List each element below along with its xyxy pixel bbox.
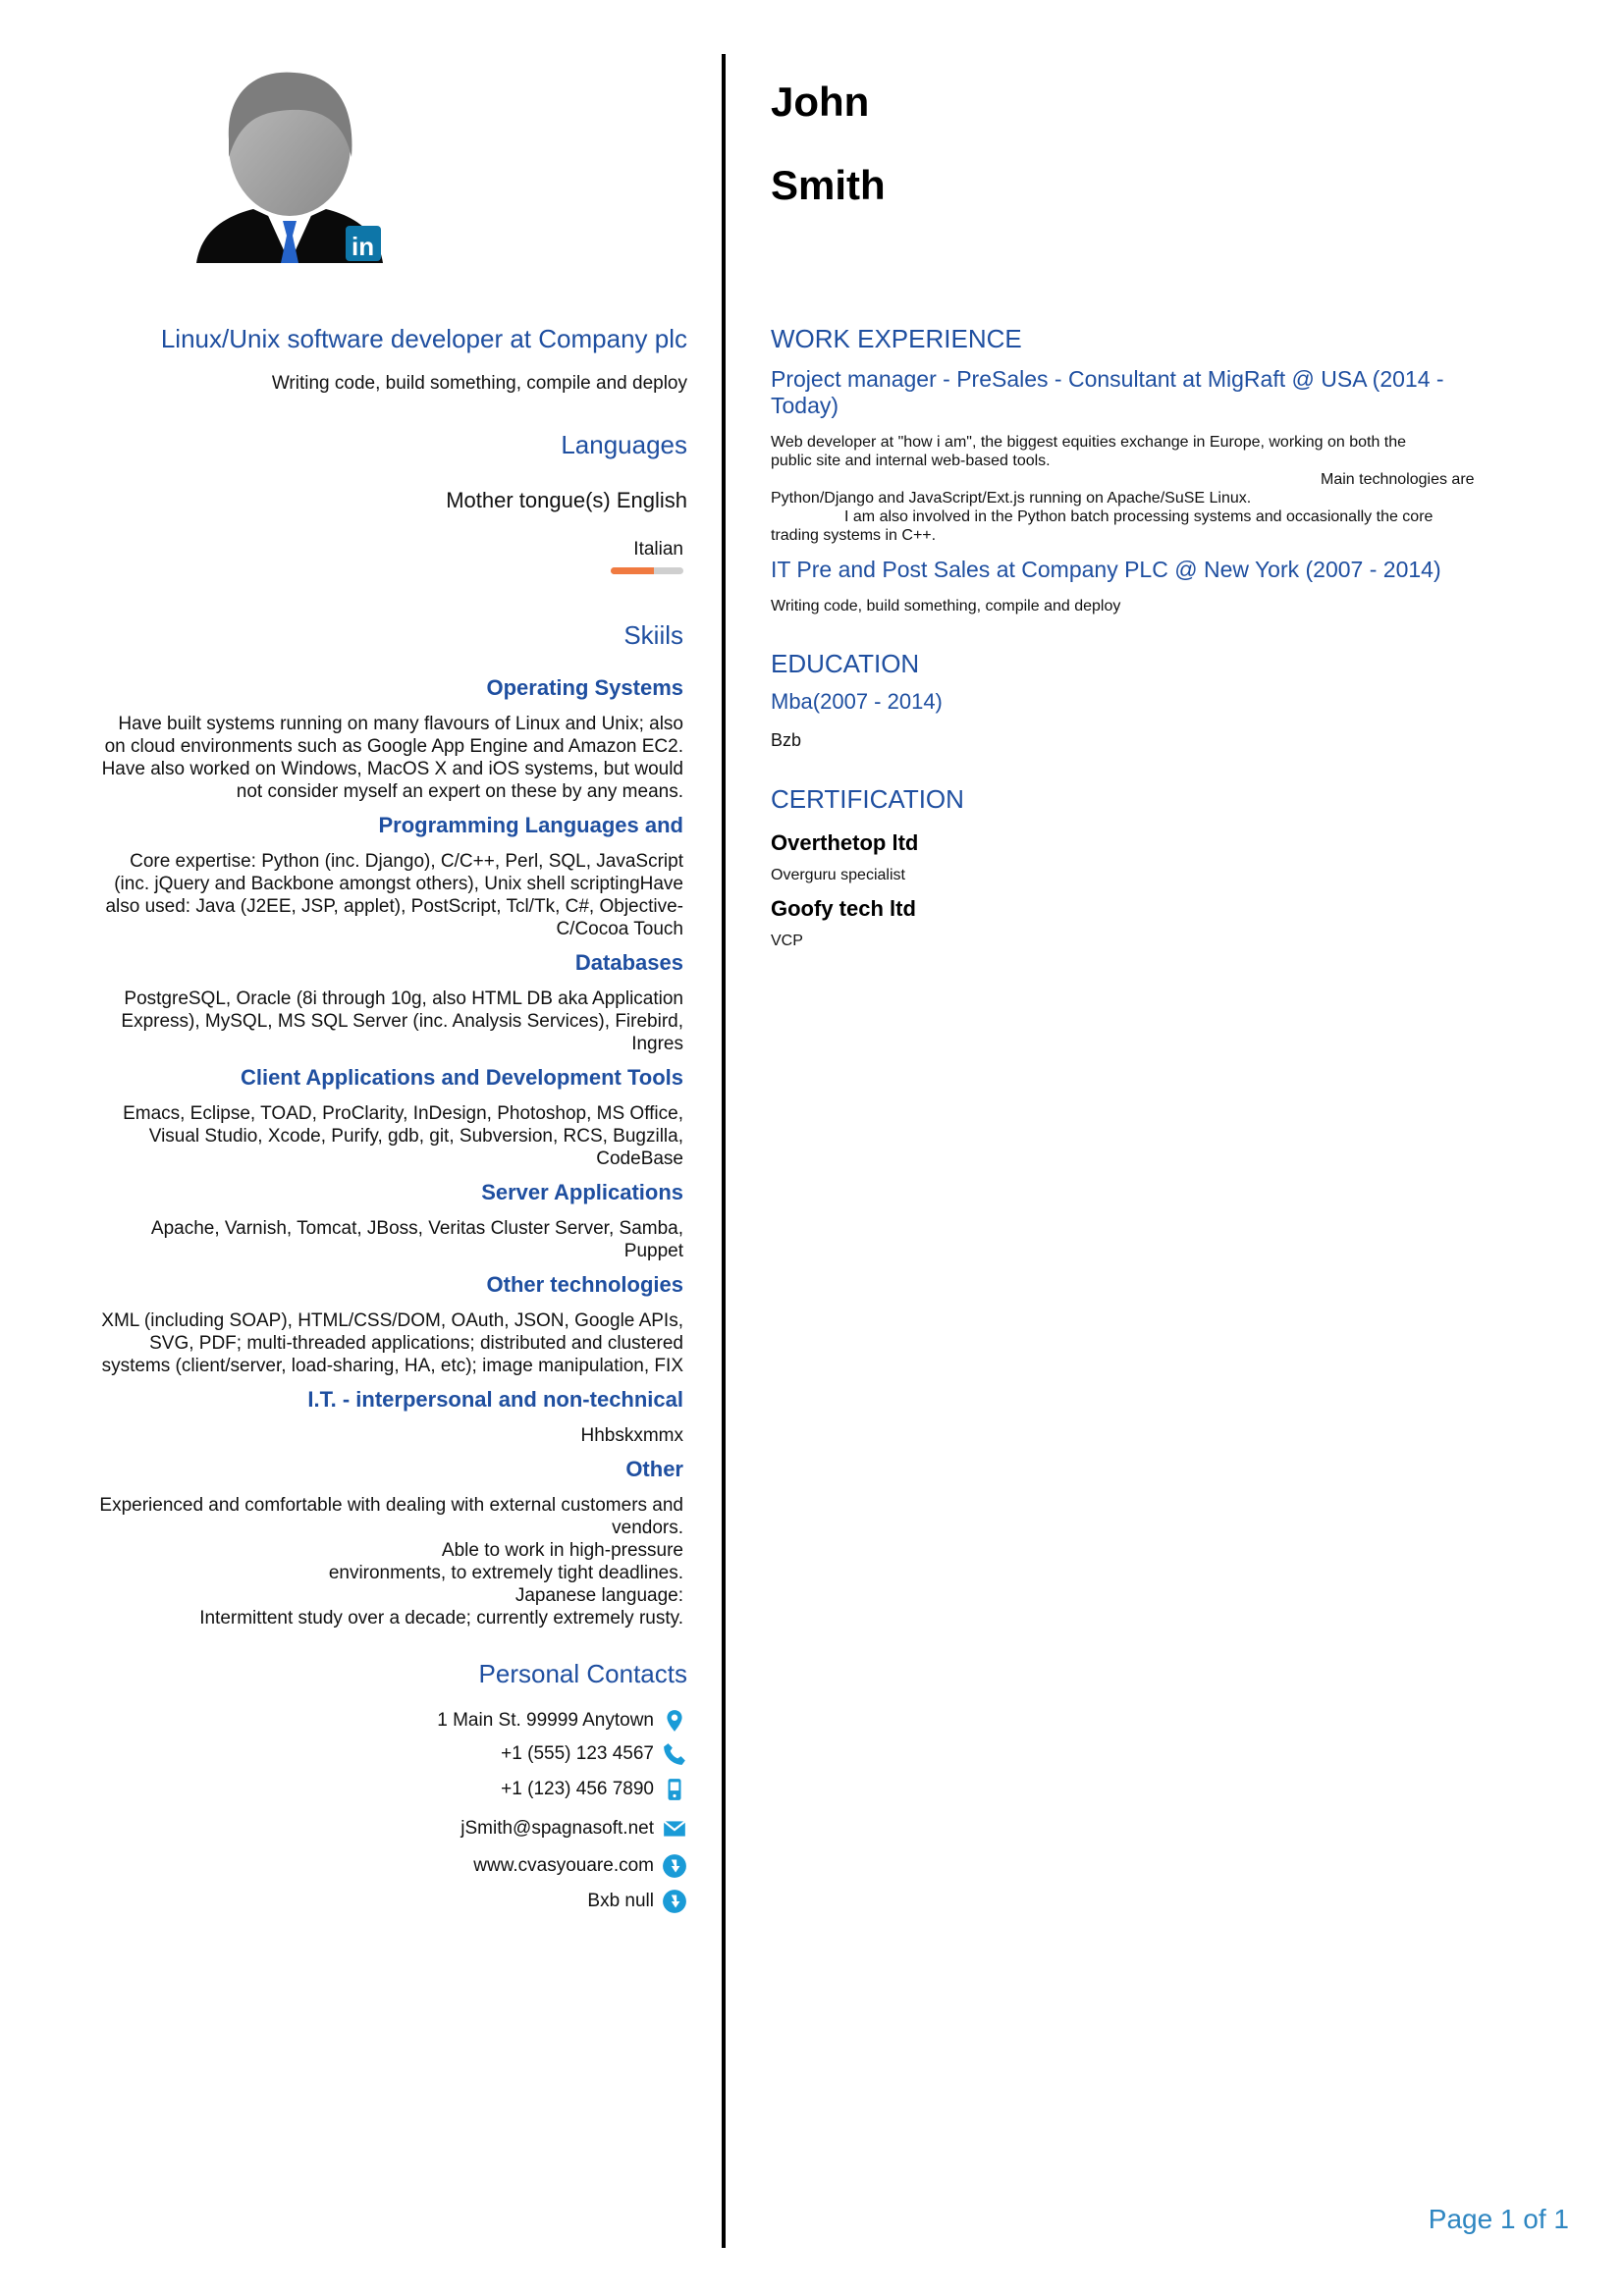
skill-line: vendors. [612, 1518, 683, 1538]
skill-group [69, 675, 683, 803]
work-heading: WORK EXPERIENCE [771, 324, 1022, 353]
contact-phone [501, 1741, 687, 1767]
contact-other[interactable] [587, 1889, 687, 1914]
skill-group-text [69, 988, 683, 1055]
job-line: I am also involved in the Python batch processing systems and occasionally the core [844, 508, 1434, 525]
skill-group-text [69, 850, 683, 940]
skill-line: Have built systems running on many flavours of Linux and Unix; also [118, 714, 683, 734]
certification-detail: Overguru specialist [771, 867, 905, 883]
skill-line: not consider myself an expert on these by any means. [236, 781, 683, 802]
skill-line: Have also worked on Windows, MacOS X and iOS systems, but would [101, 759, 683, 779]
job-line: Writing code, build something, compile and deploy [771, 598, 1121, 614]
skill-line: XML (including SOAP), HTML/CSS/DOM, OAuth, JSON, Google APIs, [101, 1310, 683, 1331]
svg-text:in: in [352, 232, 375, 261]
skill-group-title: Programming Languages and [378, 813, 683, 837]
web-icon [662, 1889, 687, 1914]
skill-line: Emacs, Eclipse, TOAD, ProClarity, InDesign, Photoshop, MS Office, [123, 1103, 683, 1124]
skill-line: Hhbskxmmx [580, 1425, 683, 1446]
skills-heading: Skiils [623, 620, 683, 650]
skill-group [69, 950, 683, 1055]
contact-text[interactable]: Bxb null [587, 1891, 654, 1911]
education-title: Mba(2007 - 2014) [771, 689, 943, 714]
job-description [771, 433, 1517, 545]
contact-email[interactable] [460, 1816, 687, 1842]
skill-group-text [69, 1217, 683, 1262]
web-icon [662, 1853, 687, 1879]
job-title: IT Pre and Post Sales at Company PLC @ New York (2007 - 2014) [771, 557, 1441, 582]
skill-group-title: Other technologies [486, 1272, 683, 1297]
skill-group-text [69, 1309, 683, 1377]
job-line: Python/Django and JavaScript/Ext.js running on Apache/SuSE Linux. [771, 490, 1252, 507]
languages-heading: Languages [561, 430, 687, 459]
skill-group [69, 1457, 683, 1629]
skill-line: Japanese language: [514, 1585, 683, 1606]
skill-group-text [69, 713, 683, 803]
contacts-section [69, 1659, 687, 1924]
skill-group-title: I.T. - interpersonal and non-technical [307, 1387, 683, 1412]
skill-line: on cloud environments such as Google App Engine and Amazon EC2. [104, 736, 683, 757]
first-name: John [771, 79, 870, 125]
job-line: Web developer at "how i am", the biggest equities exchange in Europe, working on both the [771, 434, 1407, 451]
job-line: trading systems in C++. [771, 527, 937, 544]
skill-group-text [69, 1494, 683, 1629]
skill-line: Ingres [631, 1034, 683, 1054]
contact-text: 1 Main St. 99999 Anytown [437, 1710, 654, 1731]
certification-title: Overthetop ltd [771, 830, 919, 855]
languages-section [69, 430, 687, 561]
right-column [771, 324, 1517, 950]
contact-text[interactable]: jSmith@spagnasoft.net [460, 1818, 654, 1839]
contact-text[interactable]: www.cvasyouare.com [473, 1855, 654, 1876]
certification-heading: CERTIFICATION [771, 784, 964, 814]
language-level-fill [611, 567, 654, 574]
contact-address [437, 1708, 687, 1734]
profile-avatar [196, 69, 383, 265]
skill-group-title: Other [625, 1457, 683, 1481]
certification-title: Goofy tech ltd [771, 896, 916, 921]
skills-list [69, 675, 683, 1639]
skill-line: Express), MySQL, MS SQL Server (inc. Analysis Services), Firebird, [121, 1011, 683, 1032]
phone-icon [662, 1741, 687, 1767]
mobile-icon [662, 1777, 687, 1802]
skill-line: (inc. jQuery and Backbone amongst others), Unix shell scriptingHave [114, 874, 683, 894]
skill-line: Visual Studio, Xcode, Purify, gdb, git, Subversion, RCS, Bugzilla, [148, 1126, 683, 1147]
education-detail: Bzb [771, 730, 802, 750]
location-pin-icon [662, 1708, 687, 1734]
contact-text: +1 (555) 123 4567 [501, 1743, 654, 1764]
summary: Writing code, build something, compile and deploy [271, 373, 687, 394]
skill-line: Intermittent study over a decade; currently extremely rusty. [199, 1608, 683, 1629]
skill-line: systems (client/server, load-sharing, HA, etc); image manipulation, FIX [101, 1356, 683, 1376]
skill-line: PostgreSQL, Oracle (8i through 10g, also HTML DB aka Application [124, 988, 683, 1009]
skill-group-text [69, 1102, 683, 1170]
contact-mobile [501, 1777, 687, 1802]
contacts-heading: Personal Contacts [478, 1659, 687, 1688]
headline: Linux/Unix software developer at Company plc [160, 324, 687, 353]
skill-line: Apache, Varnish, Tomcat, JBoss, Veritas Cluster Server, Samba, [150, 1218, 683, 1239]
skill-group [69, 1065, 683, 1170]
certification-detail: VCP [771, 933, 803, 949]
email-icon [662, 1816, 687, 1842]
skill-group [69, 1387, 683, 1447]
skill-line: C/Cocoa Touch [556, 919, 683, 939]
last-name: Smith [771, 162, 886, 208]
job-title: Project manager - PreSales - Consultant at MigRaft @ USA (2014 - Today) [771, 366, 1444, 418]
skill-group [69, 1272, 683, 1377]
skill-group-text [69, 1424, 683, 1447]
skill-group-title: Operating Systems [486, 675, 683, 700]
mother-tongue: Mother tongue(s) English [446, 488, 687, 512]
education-heading: EDUCATION [771, 649, 920, 678]
job-line: Main technologies are [1321, 471, 1475, 488]
skill-line: SVG, PDF; multi-threaded applications; distributed and clustered [149, 1333, 683, 1354]
language-name: Italian [633, 539, 683, 560]
skill-line: Able to work in high-pressure [441, 1540, 683, 1561]
skill-group [69, 1180, 683, 1262]
skill-group-title: Server Applications [481, 1180, 683, 1204]
skill-line: also used: Java (J2EE, JSP, applet), PostScript, Tcl/Tk, C#, Objective- [105, 896, 683, 917]
skill-group [69, 813, 683, 940]
skill-line: CodeBase [596, 1148, 683, 1169]
contact-website[interactable] [473, 1853, 687, 1879]
language-level-bar [611, 567, 683, 574]
job-line: public site and internal web-based tools. [771, 453, 1051, 469]
skill-line: Puppet [623, 1241, 683, 1261]
page-number: Page 1 of 1 [1428, 2204, 1569, 2234]
contact-text: +1 (123) 456 7890 [501, 1779, 654, 1799]
job-description [771, 597, 1517, 615]
skill-line: environments, to extremely tight deadlines. [328, 1563, 683, 1583]
column-divider [722, 54, 726, 2248]
skills-heading-wrap [69, 620, 683, 651]
skill-line: Experienced and comfortable with dealing with external customers and [99, 1495, 683, 1516]
left-column [69, 324, 687, 395]
skill-group-title: Client Applications and Development Tools [240, 1065, 683, 1090]
skill-group-title: Databases [574, 950, 683, 975]
skill-line: Core expertise: Python (inc. Django), C/C++, Perl, SQL, JavaScript [130, 851, 683, 872]
